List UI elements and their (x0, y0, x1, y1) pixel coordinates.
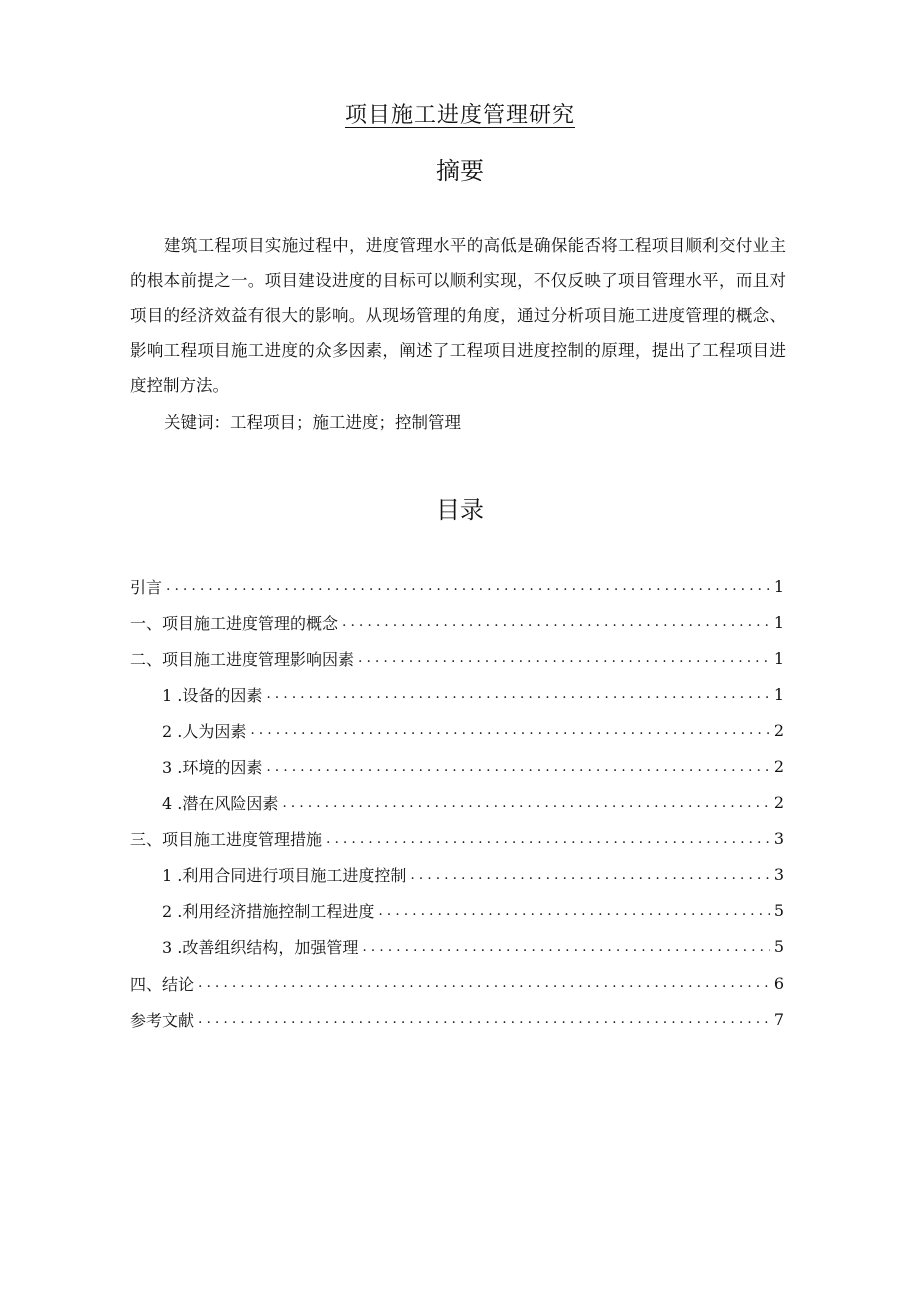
toc-entry-label: 二、项目施工进度管理影响因素 (130, 649, 355, 669)
toc-leader-dots (250, 722, 769, 738)
toc-entry-label: 2 .人为因素 (162, 721, 247, 741)
keywords-line: 关键词：工程项目；施工进度；控制管理 (164, 413, 461, 432)
toc-leader-dots (166, 578, 770, 594)
toc-leader-dots (198, 975, 770, 991)
toc-entry[interactable] (130, 640, 784, 676)
toc-entry-page: 1 (773, 612, 784, 632)
toc-entry-label: 一、项目施工进度管理的概念 (130, 613, 339, 633)
toc-subentry[interactable] (130, 676, 784, 712)
toc-subentry[interactable] (130, 893, 784, 929)
toc-entry-page: 2 (773, 793, 784, 813)
toc-subentry[interactable] (130, 857, 784, 893)
toc-entry-page: 1 (773, 576, 784, 596)
toc-entry-page: 5 (773, 901, 784, 921)
toc-entry-page: 6 (773, 973, 784, 993)
toc-leader-dots (266, 686, 769, 702)
toc-entry-page: 7 (773, 1009, 784, 1029)
toc-entry-page: 3 (773, 865, 784, 885)
toc-entry-page: 2 (773, 720, 784, 740)
table-of-contents (130, 568, 784, 1037)
abstract-heading: 摘要 (436, 157, 484, 185)
toc-entry-label: 参考文献 (130, 1010, 195, 1030)
toc-entry-page: 3 (773, 829, 784, 849)
toc-entry-label: 4 .潜在风险因素 (162, 794, 279, 814)
toc-entry[interactable] (130, 1001, 784, 1037)
document-title (0, 98, 920, 129)
toc-entry-page: 1 (773, 684, 784, 704)
toc-entry-label: 3 .环境的因素 (162, 758, 263, 778)
toc-leader-dots (342, 614, 770, 630)
toc-entry-page: 1 (773, 648, 784, 668)
toc-subentry[interactable] (130, 785, 784, 821)
toc-leader-dots (378, 903, 769, 919)
toc-subentry[interactable] (130, 929, 784, 965)
toc-entry[interactable] (130, 965, 784, 1001)
toc-entry-label: 三、项目施工进度管理措施 (130, 830, 323, 850)
toc-entry-page: 5 (773, 937, 784, 957)
toc-entry[interactable] (130, 568, 784, 604)
toc-leader-dots (358, 650, 770, 666)
toc-entry-label: 1 .利用合同进行项目施工进度控制 (162, 866, 407, 886)
toc-entry-label: 2 .利用经济措施控制工程进度 (162, 902, 375, 922)
toc-leader-dots (326, 831, 770, 847)
toc-entry-label: 3 .改善组织结构，加强管理 (162, 938, 359, 958)
toc-leader-dots (362, 939, 769, 955)
toc-leader-dots (282, 795, 769, 811)
toc-subentry[interactable] (130, 748, 784, 784)
document-title-text: 项目施工进度管理研究 (344, 103, 575, 128)
toc-entry-label: 引言 (130, 577, 163, 597)
toc-entry-label: 四、结论 (130, 974, 195, 994)
toc-entry-label: 1 .设备的因素 (162, 685, 263, 705)
toc-leader-dots (410, 867, 769, 883)
toc-leader-dots (198, 1011, 770, 1027)
abstract-body: 建筑工程项目实施过程中，进度管理水平的高低是确保能否将工程项目顺利交付业主的根本前提之一。项目建设进度的目标可以顺利实现，不仅反映了项目管理水平，而且对项目的经济效益有很大的影响。从现场管理的角度，通过分析项目施工进度管理的概念、影响工程项目施工进度的众多因素，阐述了工程项目进度控制的原理，提出了工程项目进度控制方法。 (130, 236, 786, 395)
toc-leader-dots (266, 759, 769, 775)
toc-heading: 目录 (436, 496, 484, 524)
toc-entry[interactable] (130, 604, 784, 640)
toc-entry-page: 2 (773, 757, 784, 777)
toc-subentry[interactable] (130, 712, 784, 748)
toc-entry[interactable] (130, 821, 784, 857)
